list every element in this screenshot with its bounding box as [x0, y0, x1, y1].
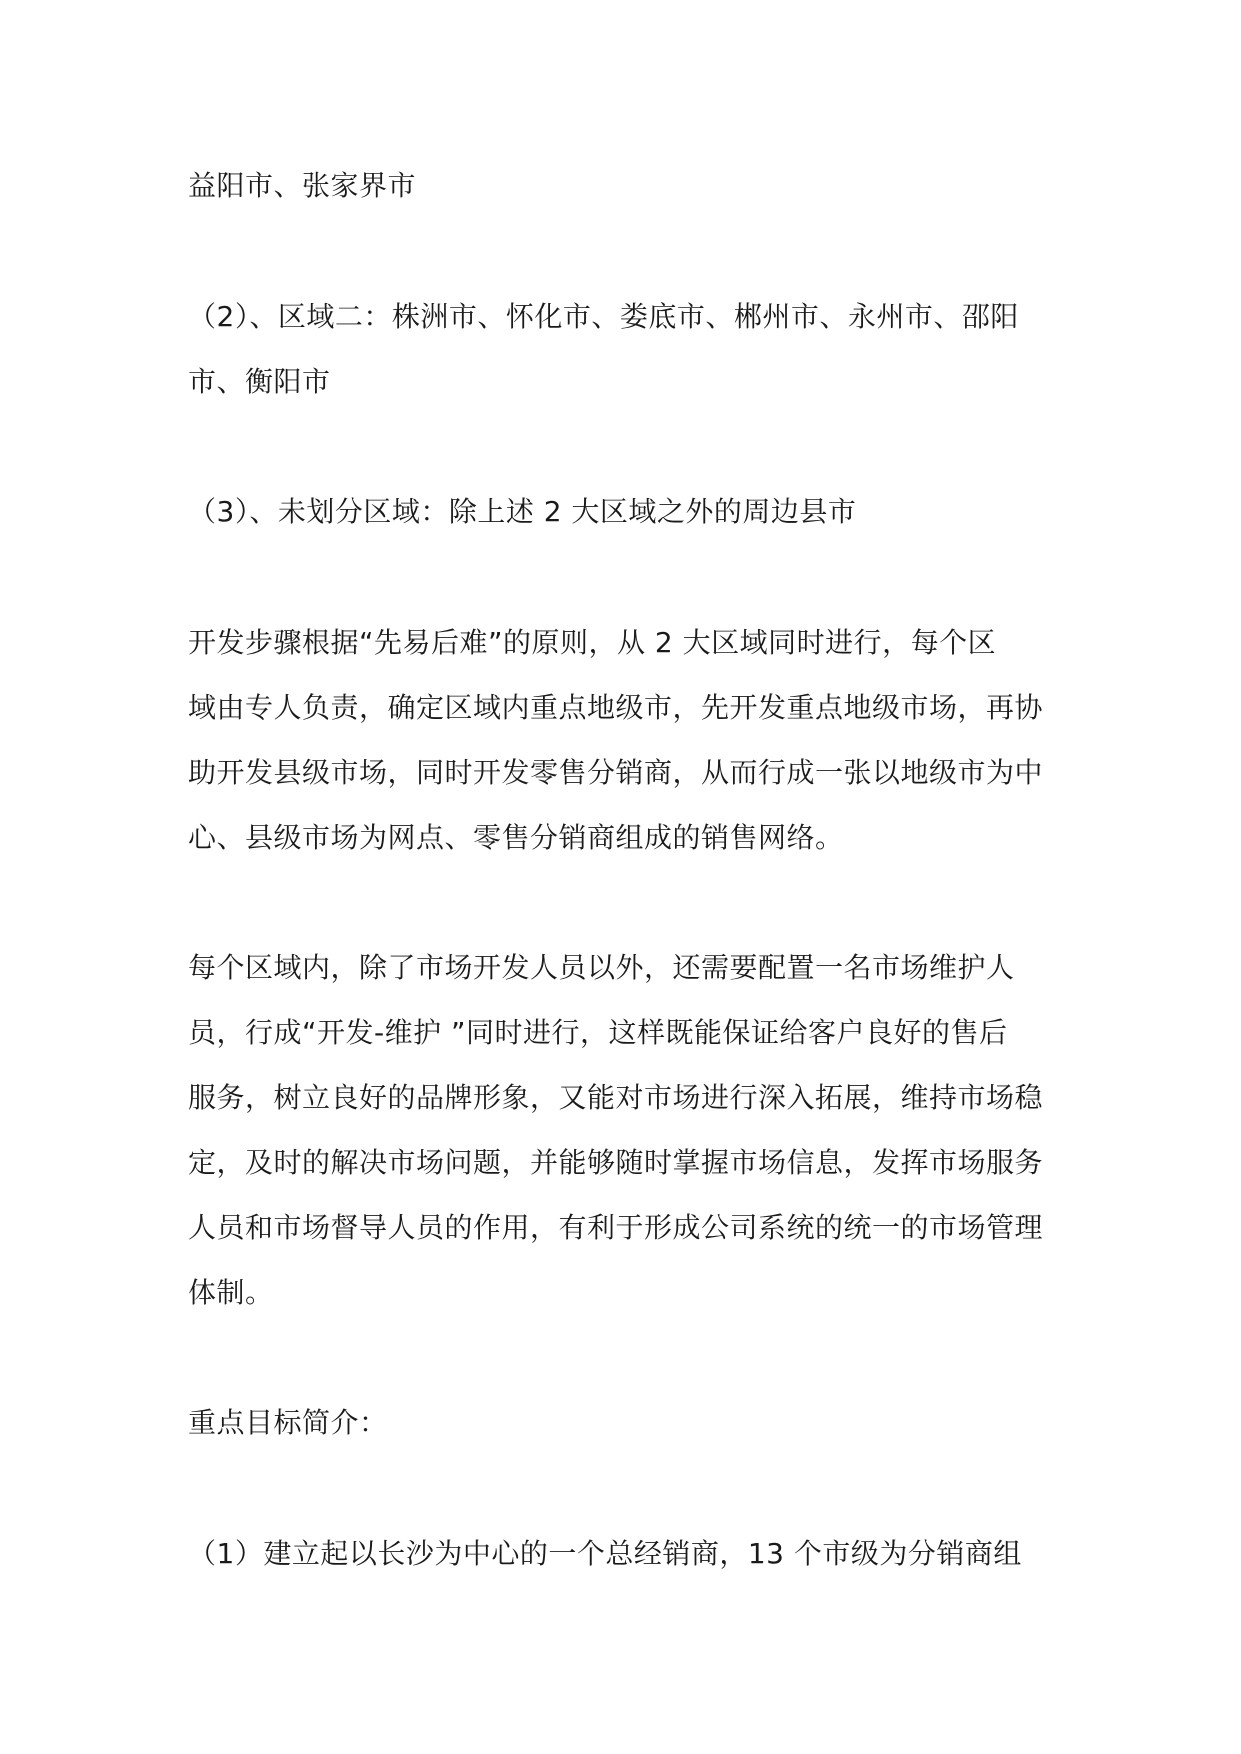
section-heading-key-targets: [188, 1390, 1058, 1455]
text-line: （1）建立起以长沙为中心的一个总经销商，13 个市级为分销商组: [188, 1537, 1022, 1570]
paragraph-unassigned-region: [188, 479, 1058, 544]
paragraph-development-steps: [188, 610, 1058, 870]
text-line: 开发步骤根据“先易后难”的原则，从 2 大区域同时进行，每个区: [188, 626, 997, 659]
text-line: 重点目标简介：: [188, 1406, 388, 1439]
text-line: 域由专人负责，确定区域内重点地级市，先开发重点地级市场，再协: [188, 691, 1044, 724]
text-line: 体制。: [188, 1276, 274, 1309]
text-line: 心、县级市场为网点、零售分销商组成的销售网络。: [188, 821, 844, 854]
paragraph-city-list-continued: [188, 153, 1058, 218]
text-line: 定，及时的解决市场问题，并能够随时掌握市场信息，发挥市场服务: [188, 1146, 1044, 1179]
paragraph-region-two: [188, 284, 1058, 414]
text-line: 助开发县级市场，同时开发零售分销商，从而行成一张以地级市为中: [188, 756, 1044, 789]
text-line: 服务，树立良好的品牌形象，又能对市场进行深入拓展，维持市场稳: [188, 1081, 1044, 1114]
paragraph-target-one: [188, 1521, 1058, 1586]
text-line: 每个区域内，除了市场开发人员以外，还需要配置一名市场维护人: [188, 951, 1015, 984]
paragraph-maintenance-staff: [188, 935, 1058, 1325]
text-line: 市、衡阳市: [188, 365, 331, 398]
text-line: （3）、未划分区域：除上述 2 大区域之外的周边县市: [188, 495, 857, 528]
text-line: 员，行成“开发-维护 ”同时进行，这样既能保证给客户良好的售后: [188, 1016, 1008, 1049]
text-line: 益阳市、张家界市: [188, 169, 417, 202]
text-line: （2）、区域二：株洲市、怀化市、娄底市、郴州市、永州市、邵阳: [188, 300, 1019, 333]
text-line: 人员和市场督导人员的作用，有利于形成公司系统的统一的市场管理: [188, 1211, 1044, 1244]
